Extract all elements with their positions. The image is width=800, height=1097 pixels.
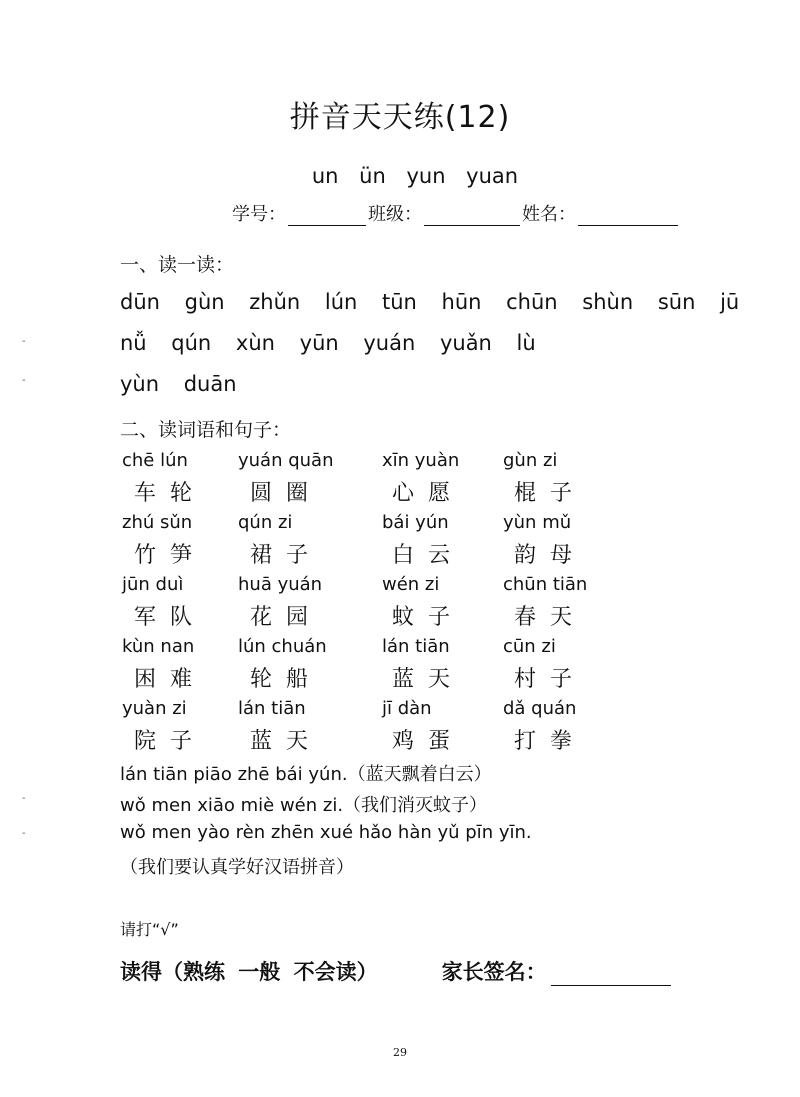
reading-evaluation [120, 956, 671, 986]
word-hanzi: 院子 [134, 729, 207, 754]
word-pinyin: chē lún [122, 450, 188, 471]
sentence: （我们要认真学好汉语拼音） [120, 857, 354, 878]
scan-mark: - [22, 828, 26, 839]
word-hanzi: 村子 [514, 667, 587, 692]
word-hanzi: 困难 [134, 667, 207, 692]
word-pinyin: chūn tiān [503, 574, 588, 595]
pinyin-row: nǚ qún xùn yūn yuán yuǎn lù [120, 331, 536, 355]
word-pinyin: kùn nan [122, 636, 195, 657]
word-hanzi: 花园 [250, 605, 323, 630]
sentence: wǒ men yào rèn zhēn xué hǎo hàn yǔ pīn yīn. [120, 822, 532, 843]
word-pinyin: dǎ quán [503, 698, 577, 719]
page-title: 拼音天天练(12) [289, 100, 511, 135]
name-field[interactable] [578, 205, 678, 226]
word-pinyin: yuàn zi [122, 698, 187, 719]
word-pinyin: yùn mǔ [503, 512, 572, 533]
word-hanzi: 打拳 [514, 729, 587, 754]
word-hanzi: 心愿 [392, 481, 465, 506]
word-hanzi: 轮船 [250, 667, 323, 692]
word-pinyin: gùn zi [503, 450, 558, 471]
checkmark-prompt: 请打“√” [120, 920, 179, 939]
class-field[interactable] [424, 205, 520, 226]
word-hanzi: 军队 [134, 605, 207, 630]
parent-signature-field[interactable] [551, 963, 671, 986]
word-hanzi: 棍子 [514, 481, 587, 506]
word-pinyin: qún zi [238, 512, 293, 533]
word-hanzi: 蓝天 [392, 667, 465, 692]
word-pinyin: yuán quān [238, 450, 334, 471]
word-pinyin: cūn zi [503, 636, 556, 657]
scan-mark: - [22, 336, 26, 347]
sentence: lán tiān piāo zhē bái yún.（蓝天飘着白云） [120, 764, 492, 785]
word-hanzi: 车轮 [134, 481, 207, 506]
section1-heading: 一、读一读： [120, 254, 235, 276]
word-pinyin: lán tiān [238, 698, 306, 719]
word-pinyin: lán tiān [382, 636, 450, 657]
word-pinyin: wén zi [382, 574, 440, 595]
word-hanzi: 韵母 [514, 543, 587, 568]
reading-level-options: 读得（熟练 一般 不会读） [120, 960, 378, 984]
word-hanzi: 蚊子 [392, 605, 465, 630]
student-id-label: 学号： [232, 204, 286, 225]
word-pinyin: bái yún [382, 512, 449, 533]
word-hanzi: 蓝天 [250, 729, 323, 754]
word-hanzi: 春天 [514, 605, 587, 630]
word-pinyin: jī dàn [382, 698, 432, 719]
word-pinyin: lún chuán [238, 636, 327, 657]
word-pinyin: zhú sǔn [122, 512, 193, 533]
section2-heading: 二、读词语和句子： [120, 419, 292, 441]
parent-signature-label: 家长签名： [441, 960, 547, 984]
sentence: wǒ men xiāo miè wén zi.（我们消灭蚊子） [120, 795, 488, 816]
word-pinyin: xīn yuàn [382, 450, 460, 471]
word-hanzi: 圆圈 [250, 481, 323, 506]
word-hanzi: 裙子 [250, 543, 323, 568]
student-info-fields [232, 200, 680, 226]
pinyin-row: yùn duān [120, 372, 237, 396]
class-label: 班级： [368, 204, 422, 225]
student-id-field[interactable] [288, 205, 366, 226]
page-number: 29 [393, 1046, 407, 1059]
name-label: 姓名： [522, 204, 576, 225]
rhyme-list: un ün yun yuan [311, 164, 519, 188]
scan-mark: - [22, 793, 26, 804]
scan-mark: - [22, 375, 26, 386]
word-hanzi: 鸡蛋 [392, 729, 465, 754]
pinyin-row: dūn gùn zhǔn lún tūn hūn chūn shùn sūn jū [120, 290, 740, 314]
word-hanzi: 白云 [392, 543, 465, 568]
word-pinyin: huā yuán [238, 574, 323, 595]
word-hanzi: 竹笋 [134, 543, 207, 568]
word-pinyin: jūn duì [122, 574, 184, 595]
